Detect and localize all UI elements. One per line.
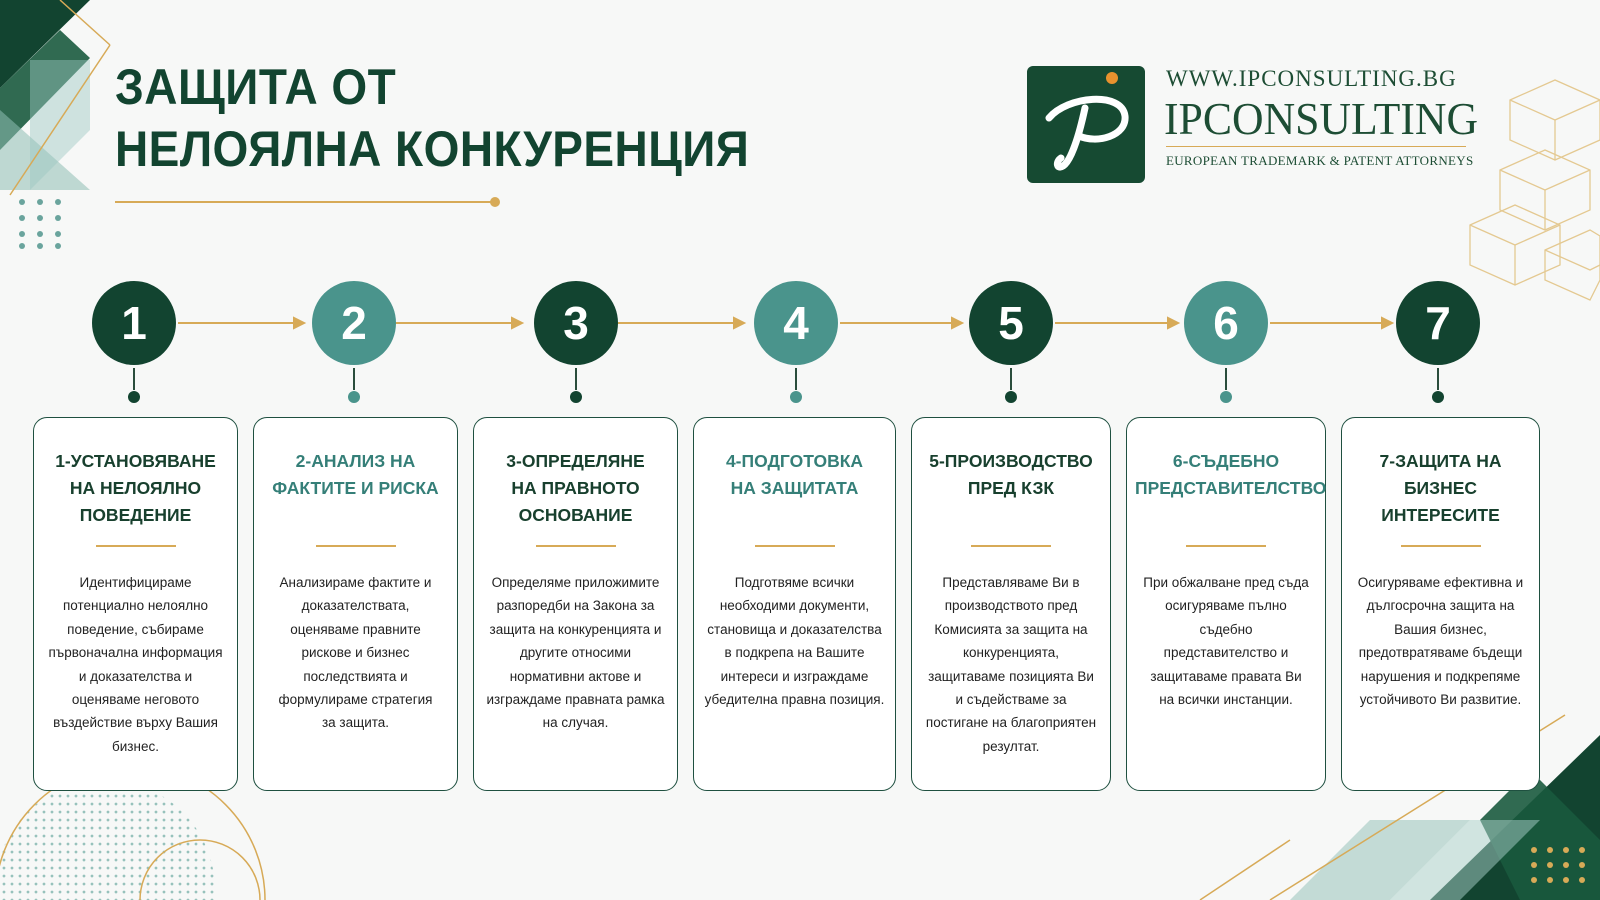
step-4-stem-dot [790, 391, 802, 403]
step-4-stem [795, 368, 797, 390]
step-7-description: Осигуряваме ефективна и дългосрочна защита на Вашия бизнес, предотвратяваме бъдещи нарушения и подкрепяме устойчивото Ви развитие. [1357, 575, 1524, 708]
step-1-stem-dot [128, 391, 140, 403]
step-7-card [1341, 417, 1540, 791]
page-title [115, 56, 749, 180]
step-2-stem-dot [348, 391, 360, 403]
step-2-description: Анализираме фактите и доказателствата, оценяваме правните рискове и бизнес последствията и формулираме стратегия за защита. [278, 575, 433, 731]
logo-tagline: EUROPEAN TRADEMARK & PATENT ATTORNEYS [1166, 153, 1474, 168]
title-line-1: ЗАЩИТА ОТ [115, 59, 397, 115]
step-4-divider [755, 545, 835, 547]
step-5-card [911, 417, 1111, 791]
step-1-title: 1-УСТАНОВЯВАНЕ НА НЕЛОЯЛНО ПОВЕДЕНИЕ [55, 451, 216, 525]
logo-divider [1166, 146, 1466, 147]
step-6-stem-dot [1220, 391, 1232, 403]
step-3-title: 3-ОПРЕДЕЛЯНЕ НА ПРАВНОТО ОСНОВАНИЕ [506, 451, 645, 525]
step-6-divider [1186, 545, 1266, 547]
title-line-2: НЕЛОЯЛНА КОНКУРЕНЦИЯ [115, 121, 750, 177]
step-6-circle: 6 [1184, 281, 1268, 365]
step-6-card [1126, 417, 1326, 791]
step-2-divider [316, 545, 396, 547]
step-3-stem [575, 368, 577, 390]
step-3-description: Определяме приложимите разпоредби на Закона за защита на конкуренцията и другите относими нормативни актове и изграждаме правната рамка на случая. [486, 575, 665, 731]
step-5-stem-dot [1005, 391, 1017, 403]
step-1-description: Идентифицираме потенциално нелоялно поведение, събираме първоначална информация и доказателства и оценяваме неговото въздействие върху Вашия бизнес. [48, 575, 223, 754]
step-2-title: 2-АНАЛИЗ НА ФАКТИТЕ И РИСКА [272, 451, 439, 498]
step-7-circle: 7 [1396, 281, 1480, 365]
step-1-divider [96, 545, 176, 547]
title-underline-dot [490, 197, 500, 207]
step-3-card [473, 417, 678, 791]
step-6-description: При обжалване пред съда осигуряваме пълно съдебно представителство и защитаваме правата Ви на всички инстанции. [1143, 575, 1309, 708]
step-1-stem [133, 368, 135, 390]
step-5-description: Представляваме Ви в производството пред Комисията за защита на конкуренцията, защитаваме позицията Ви и съдействаме за постигане на благоприятен резултат. [925, 575, 1097, 754]
step-4-title: 4-ПОДГОТОВКА НА ЗАЩИТАТА [725, 451, 864, 498]
step-7-stem [1437, 368, 1439, 390]
step-6-title: 6-СЪДЕБНО ПРЕДСТАВИТЕЛСТВО [1135, 451, 1327, 498]
step-3-divider [536, 545, 616, 547]
logo-icon [1027, 66, 1145, 183]
step-6-stem [1225, 368, 1227, 390]
step-7-stem-dot [1432, 391, 1444, 403]
step-2-stem [353, 368, 355, 390]
step-2-circle: 2 [312, 281, 396, 365]
step-3-circle: 3 [534, 281, 618, 365]
step-1-circle: 1 [92, 281, 176, 365]
step-5-title: 5-ПРОИЗВОДСТВО ПРЕД КЗК [929, 451, 1093, 498]
title-underline [115, 201, 495, 203]
step-5-circle: 5 [969, 281, 1053, 365]
step-4-card [693, 417, 896, 791]
logo-name: IPCONSULTING [1164, 93, 1479, 144]
step-5-stem [1010, 368, 1012, 390]
step-1-card [33, 417, 238, 791]
step-5-divider [971, 545, 1051, 547]
step-7-divider [1401, 545, 1481, 547]
step-4-description: Подготвяме всички необходими документи, становища и доказателства в подкрепа на Вашите интереси и изграждаме убедителна правна позиция. [704, 575, 885, 708]
step-4-circle: 4 [754, 281, 838, 365]
step-3-stem-dot [570, 391, 582, 403]
logo-url: WWW.IPCONSULTING.BG [1166, 66, 1457, 91]
step-2-card [253, 417, 458, 791]
step-7-title: 7-ЗАЩИТА НА БИЗНЕС ИНТЕРЕСИТЕ [1379, 451, 1502, 525]
